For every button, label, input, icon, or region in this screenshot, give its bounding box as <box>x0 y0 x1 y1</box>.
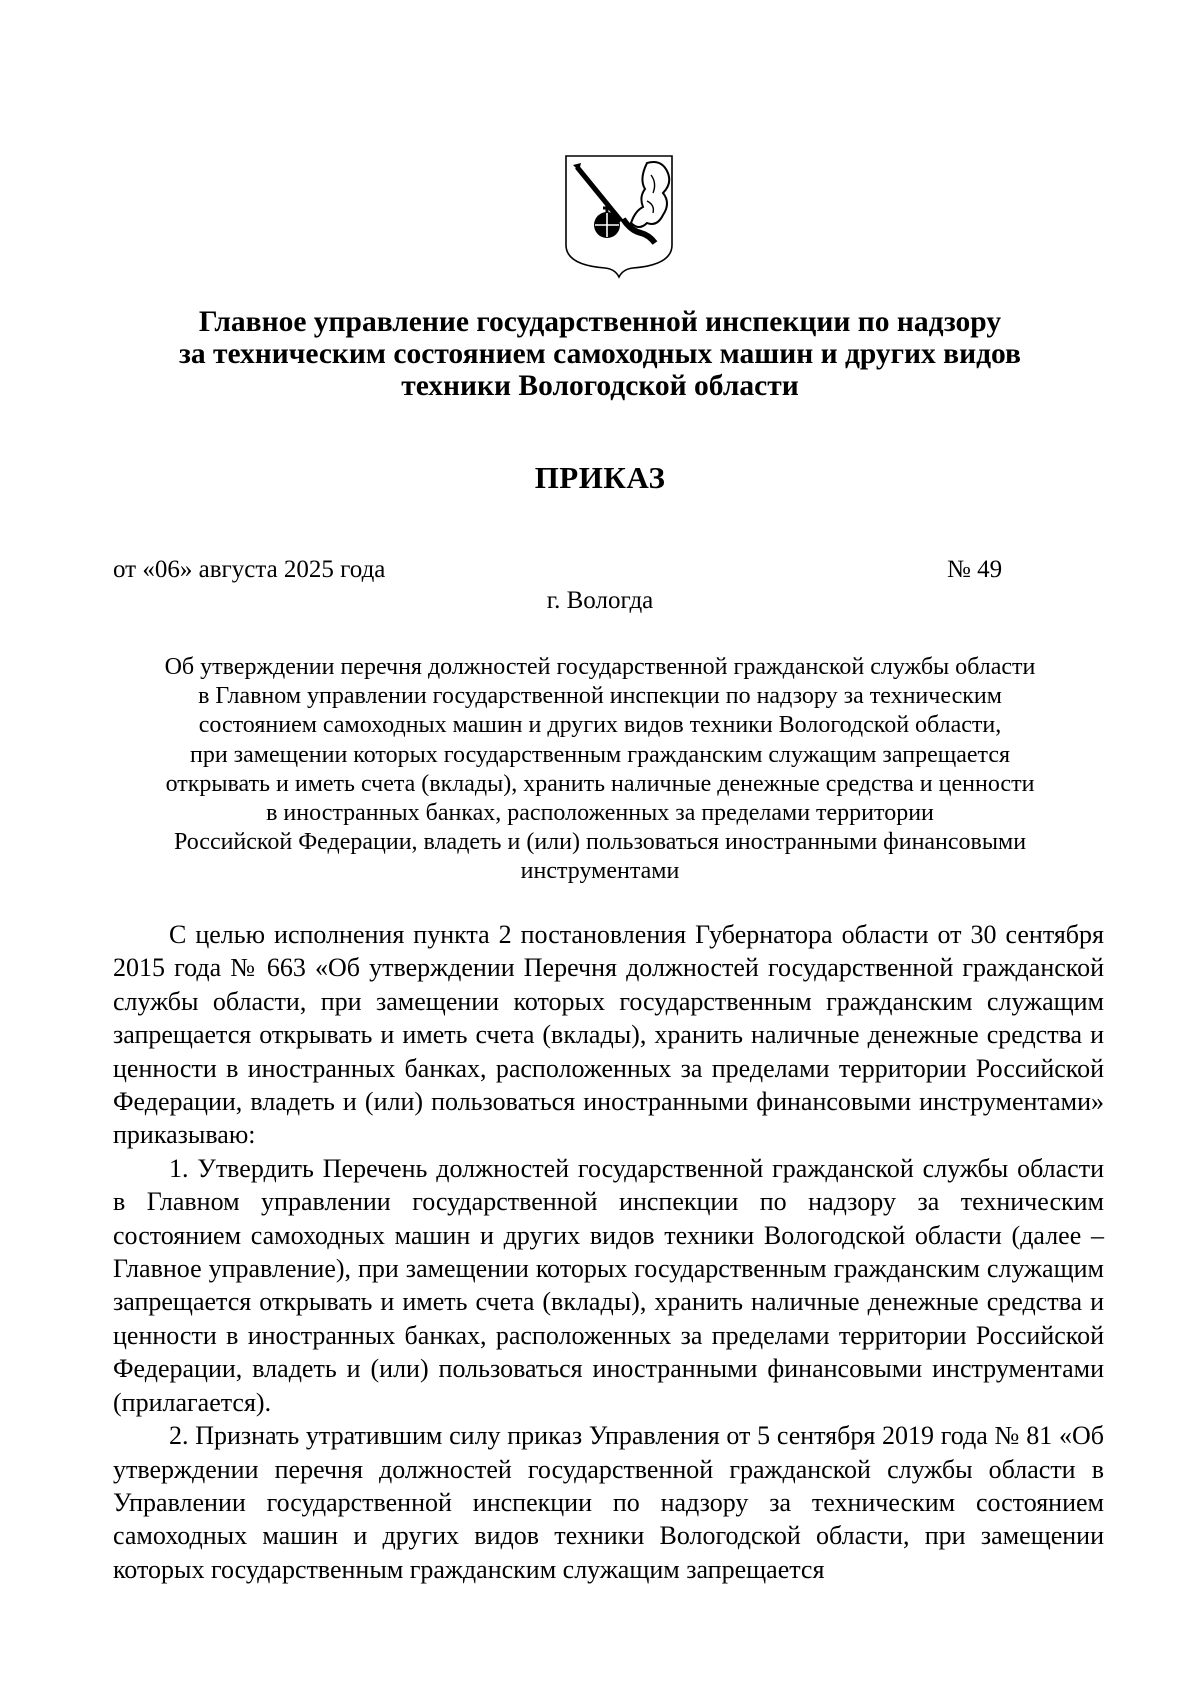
item-2-paragraph: 2. Признать утратившим силу приказ Управления от 5 сентября 2019 года № 81 «Об утверждении перечня должностей государственной гражданской службы области в Управлении государственной инспекции по надзору за техническим состоянием самоходных машин и других видов техники Вологодской области, при замещении которых государственным гражданским служащим запрещается <box>113 1421 1104 1584</box>
order-body <box>113 918 1104 1586</box>
title-line: в иностранных банках, расположенных за пределами территории <box>266 800 934 827</box>
title-line: Об утверждении перечня должностей государственной гражданской службы области <box>164 654 1036 680</box>
organization-name <box>100 306 1100 402</box>
title-line: открывать и иметь счета (вклады), хранить наличные денежные средства и ценности <box>165 770 1035 797</box>
organization-line: за техническим состоянием самоходных машин и других видов <box>179 338 1021 370</box>
document-date: от «06» августа 2025 года <box>113 556 386 583</box>
order-title <box>100 653 1100 887</box>
orb-icon <box>594 205 620 238</box>
cloud-shape <box>631 162 669 227</box>
document-number: № 49 <box>947 556 1003 583</box>
coat-of-arms-emblem <box>563 153 675 279</box>
title-line: состоянием самоходных машин и других видов техники Вологодской области, <box>198 712 1002 739</box>
item-1-paragraph: 1. Утвердить Перечень должностей государственной гражданской службы области в Главном управлении государственной инспекции по надзору за техническим состоянием самоходных машин и других видов техники Вологодской области (далее – Главное управление), при замещении которых государственным гражданским служащим запрещается открывать и иметь счета (вклады), хранить наличные денежные средства и ценности в иностранных банках, расположенных за пределами территории Российской Федерации, владеть и (или) пользоваться иностранными финансовыми инструментами (прилагается). <box>113 1153 1104 1417</box>
title-line: в Главном управлении государственной инспекции по надзору за техническим <box>198 683 1002 710</box>
organization-line: техники Вологодской области <box>401 370 799 402</box>
title-line: инструментами <box>520 858 680 885</box>
preamble-paragraph: С целью исполнения пункта 2 постановления Губернатора области от 30 сентября 2015 года № 663 «Об утверждении Перечня должностей государственной гражданской службы области, при замещении которых государственным гражданским служащим запрещается открывать и иметь счета (вклады), хранить наличные денежные средства и ценности в иностранных банках, расположенных за пределами территории Российской Федерации, владеть и (или) пользоваться иностранными финансовыми инструментами» приказываю: <box>113 920 1104 1150</box>
document-type: ПРИКАЗ <box>534 460 666 495</box>
title-line: Российской Федерации, владеть и (или) пользоваться иностранными финансовыми <box>173 829 1027 856</box>
title-line: при замещении которых государственным гражданским служащим запрещается <box>189 741 1011 768</box>
organization-line: Главное управление государственной инспекции по надзору <box>198 306 1002 338</box>
document-city: г. Вологда <box>546 587 654 614</box>
